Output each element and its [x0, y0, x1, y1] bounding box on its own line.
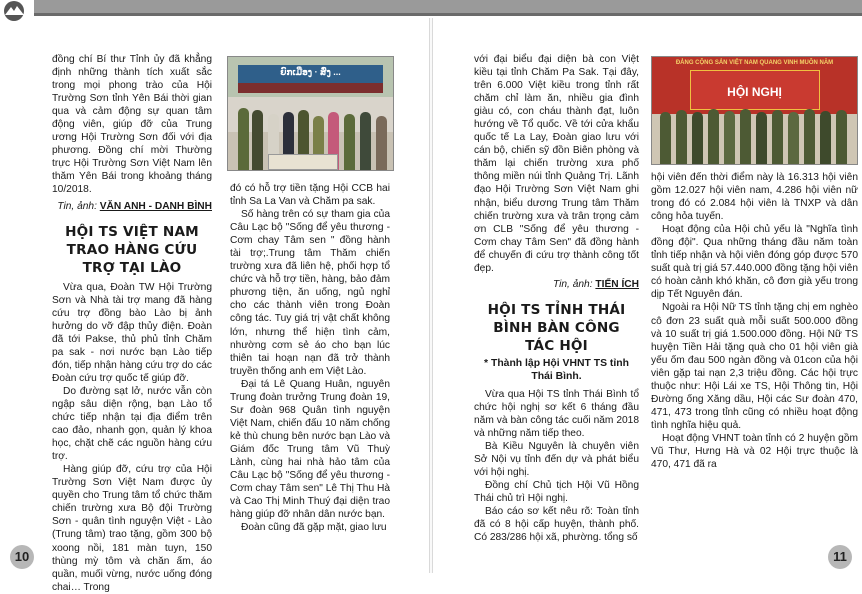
article-2-paragraph: với đại biểu đại diện bà con Việt kiều tại tỉnh Chăm Pa Sak. Tại đây, trên 6.000 Việt kiều trong tỉnh rất chăm chỉ làm ăn, nhiều gia đình giàu có, con cháu thành đạt, luôn hướng về Tổ quốc. Về tới cửa khẩu quốc tế La Lay, Đoàn giao lưu với cán bộ, chiến sỹ đồn Biên phòng và thăm lại chiến trường xưa phố thông miền núi tỉnh Quảng Trị. Lãnh đạo Hội Trường Sơn Việt Nam ghi nhận, biểu dương Trung tâm Thăm chiến trường xưa và trân trọng cảm ơn CLB "Sống để yêu thương - Cơm chay Tâm Sen" đã đồng hành để chuyến đi cứu trợ thành công tốt đẹp.	[474, 54, 639, 274]
person-figure	[708, 109, 719, 164]
article-2-paragraph: Hàng giúp đỡ, cứu trợ của Hội Trường Sơn Việt Nam được ủy quyền cho Trung tâm tổ chức thăm chiến trường xưa Bộ đội Trường Sơn - quân tình nguyện Việt - Lào (Trung tâm) trao tặng, gồm 300 bộ xoong nồi, 181 màn tuyn, 150 thùng mỳ tôm và chăn ấm, áo quần, muối vừng, nước uống đóng chai… Trong	[52, 464, 212, 593]
byline-author: TIẾN ÍCH	[595, 278, 639, 290]
column-2	[230, 182, 390, 534]
person-figure	[804, 109, 815, 164]
article-2-paragraph: đó có hỗ trợ tiền tặng Hội CCB hai tỉnh Sa La Van và Chăm pa sak.	[230, 183, 390, 208]
article-3-paragraph: Ngoài ra Hội Nữ TS tỉnh tặng chị em nghèo cô đơn 23 suất quà mỗi suất 500.000 đồng và 10 suất trị giá 1.500.000 đồng. Hội Nữ TS huyện Tiền Hải tặng quà cho 01 hội viên già yếu ốm đau 500 ngàn đồng và 01con của hội viên gặp tai nạn 2,3 triệu đồng. Các hội trực thuộc như: Hội Lái xe TS, Hội Thông tin, Hội Đường ống Xăng dầu, Hội các Sư đoàn 470, 471, 473 trong tỉnh cũng có nhiều hoạt động tình nghĩa hiệu quả.	[651, 302, 858, 431]
photo-banner-text: ຍົກເມືອງ · ສົ່ງ ...	[280, 67, 341, 77]
byline-author: VĂN ANH - DANH BÌNH	[99, 200, 212, 212]
article-2-paragraph: Vừa qua, Đoàn TW Hội Trường Sơn và Nhà tài trợ mang đã hàng cứu trợ đồng bào Lào bị ảnh hưởng do vỡ đập thủy điện. Đoàn đã tới Pakse, thủ phủ tỉnh Chăm pa sak - nơi nước bạn Lào tiếp đón, tiếp nhận hàng cứu trợ do các Đoàn cứu trợ quốc tế giúp đỡ.	[52, 281, 212, 384]
person-figure	[756, 112, 767, 164]
article-2-paragraph: Đại tá Lê Quang Huân, nguyên Trung đoàn trưởng Trung đoàn 19, Sư đoàn 968 Quân tình nguyện Việt Nam, chiến đấu 10 năm chống kẻ thù chung bên nước bạn Lào và Giám đốc Trung tâm Vũ Thuỳ Lành, cùng hai nhà hảo tâm của Câu Lạc bộ "Sống để yêu thương - Cơm chay Tâm sen" Lê Thị Thu Hà và Cao Thị Minh Thuý đại diện trao hàng giúp đỡ nhân dân nước bạn.	[230, 378, 390, 521]
photo-sub-banner-text: ĐẢNG CỘNG SẢN VIỆT NAM QUANG VINH MUÔN NĂM	[675, 60, 834, 66]
page-number-left: 10	[10, 545, 34, 569]
article-3-subheading: * Thành lập Hội VHNT TS tỉnh Thái Bình.	[484, 357, 629, 382]
person-figure	[836, 110, 847, 164]
page-gutter	[429, 18, 433, 573]
article-3-paragraph: Đồng chí Chủ tịch Hội Vũ Hồng Thái chủ trì Hội nghị.	[474, 480, 639, 505]
person-figure	[344, 114, 355, 170]
magazine-logo-icon	[0, 0, 30, 22]
photo-banner-text: HỘI NGHỊ	[727, 85, 782, 99]
column-1	[52, 53, 212, 594]
article-2-paragraph: Đoàn cũng đã gặp mặt, giao lưu	[241, 522, 387, 534]
relief-photo	[227, 56, 394, 171]
top-rule	[34, 0, 862, 13]
person-figure	[360, 112, 371, 170]
article-3-paragraph: Báo cáo sơ kết nêu rõ: Toàn tỉnh đã có 8 hội cấp huyện, thành phố. Có 283/286 hội xã, phường. tổng số	[474, 506, 639, 544]
conference-photo	[651, 56, 858, 165]
person-figure	[740, 109, 751, 164]
person-figure	[238, 108, 249, 170]
column-3	[474, 53, 639, 544]
article-3-paragraph: Bà Kiều Nguyên là chuyên viên Sở Nội vụ tỉnh đến dự và phát biểu với hội nghị.	[474, 441, 639, 479]
byline: Tin, ảnh: VĂN ANH - DANH BÌNH	[57, 200, 212, 212]
person-figure	[820, 111, 831, 164]
person-figure	[772, 110, 783, 164]
article-3-paragraph: Hoạt động của Hội chủ yếu là "Nghĩa tình đồng đội". Qua những tháng đầu năm toàn tỉnh tiếp nhận và hội viên đóng góp được 570 suất quà trị giá 57.440.000 đồng tặng hội viên có hoàn cảnh khó khăn, cô đơn già yếu trong dịp Tết Nguyên đán.	[651, 224, 858, 301]
article-3-paragraph: Vừa qua Hội TS tỉnh Thái Bình tổ chức hội nghị sơ kết 6 tháng đầu năm và bàn công tác cuối năm 2018 và những năm tiếp theo.	[474, 388, 639, 439]
page-number-right: 11	[828, 545, 852, 569]
column-4	[651, 171, 858, 471]
person-figure	[676, 110, 687, 164]
person-figure	[724, 111, 735, 164]
article-3-heading: HỘI TS TỈNH THÁI BÌNH BÀN CÔNG TÁC HỘI	[487, 301, 626, 354]
top-rule-accent	[34, 13, 862, 16]
person-figure	[692, 112, 703, 164]
article-1-tail: đồng chí Bí thư Tỉnh ủy đã khẳng định những thành tích xuất sắc trong mọi phong trào của Hội Trường Sơn tỉnh Yên Bái thời gian qua và cảm động sự quan tâm động viên, giúp đỡ của Trung ương Hội Trường Sơn đối với địa phương. Đồng chí mời Thường trực Hội Trường Sơn Việt Nam lên thăm Yên Bái trong khoảng tháng 10/2018.	[52, 54, 212, 196]
person-figure	[376, 116, 387, 170]
article-2-paragraph: Do đường sạt lở, nước vẫn còn ngập sâu diện rộng, bạn Lào tổ chức tiếp nhận tại địa điểm trên cao đảo, nhanh gọn, quản lý khoa học, chặt chẽ các nguồn hàng cứu trợ.	[52, 385, 212, 463]
article-2-paragraph: Số hàng trên có sự tham gia của Câu Lạc bộ "Sống để yêu thương - Cơm chay Tâm sen " đồng hành tài trợ;.Trung tâm Thăm chiến trường xưa đã liên hệ, phối hợp tổ chức và hỗ trợ tiền, hàng, bảo đảm phương tiện, ăn uống, ngủ nghỉ cho các thành viên trong Đoàn công tác. Tuy giá trị vật chất không lớn, nhưng thể hiện tình cảm, nhường cơm sẻ áo cho bạn lúc thiên tai hoạn nạn đã trở thành truyền thống anh em Việt Lào.	[230, 209, 390, 377]
article-3-paragraph: hội viên đến thời điểm này là 16.313 hội viên gồm 12.027 hội viên nam, 4.286 hội viên nữ trong đó có 2.084 hội viên là TNXP và dân công hỏa tuyến.	[651, 172, 858, 223]
article-3-paragraph: Hoạt động VHNT toàn tỉnh có 2 huyện gồm Vũ Thư, Hưng Hà và 02 Hội trực thuộc là 470, 471 đã ra	[651, 432, 858, 471]
relief-boxes	[268, 154, 338, 170]
person-figure	[252, 110, 263, 170]
person-figure	[788, 112, 799, 164]
person-figure	[660, 112, 671, 164]
article-2-heading: HỘI TS VIỆT NAM TRAO HÀNG CỨU TRỢ TẠI LÀO	[65, 223, 199, 276]
byline: Tin, ảnh: TIẾN ÍCH	[553, 278, 639, 290]
